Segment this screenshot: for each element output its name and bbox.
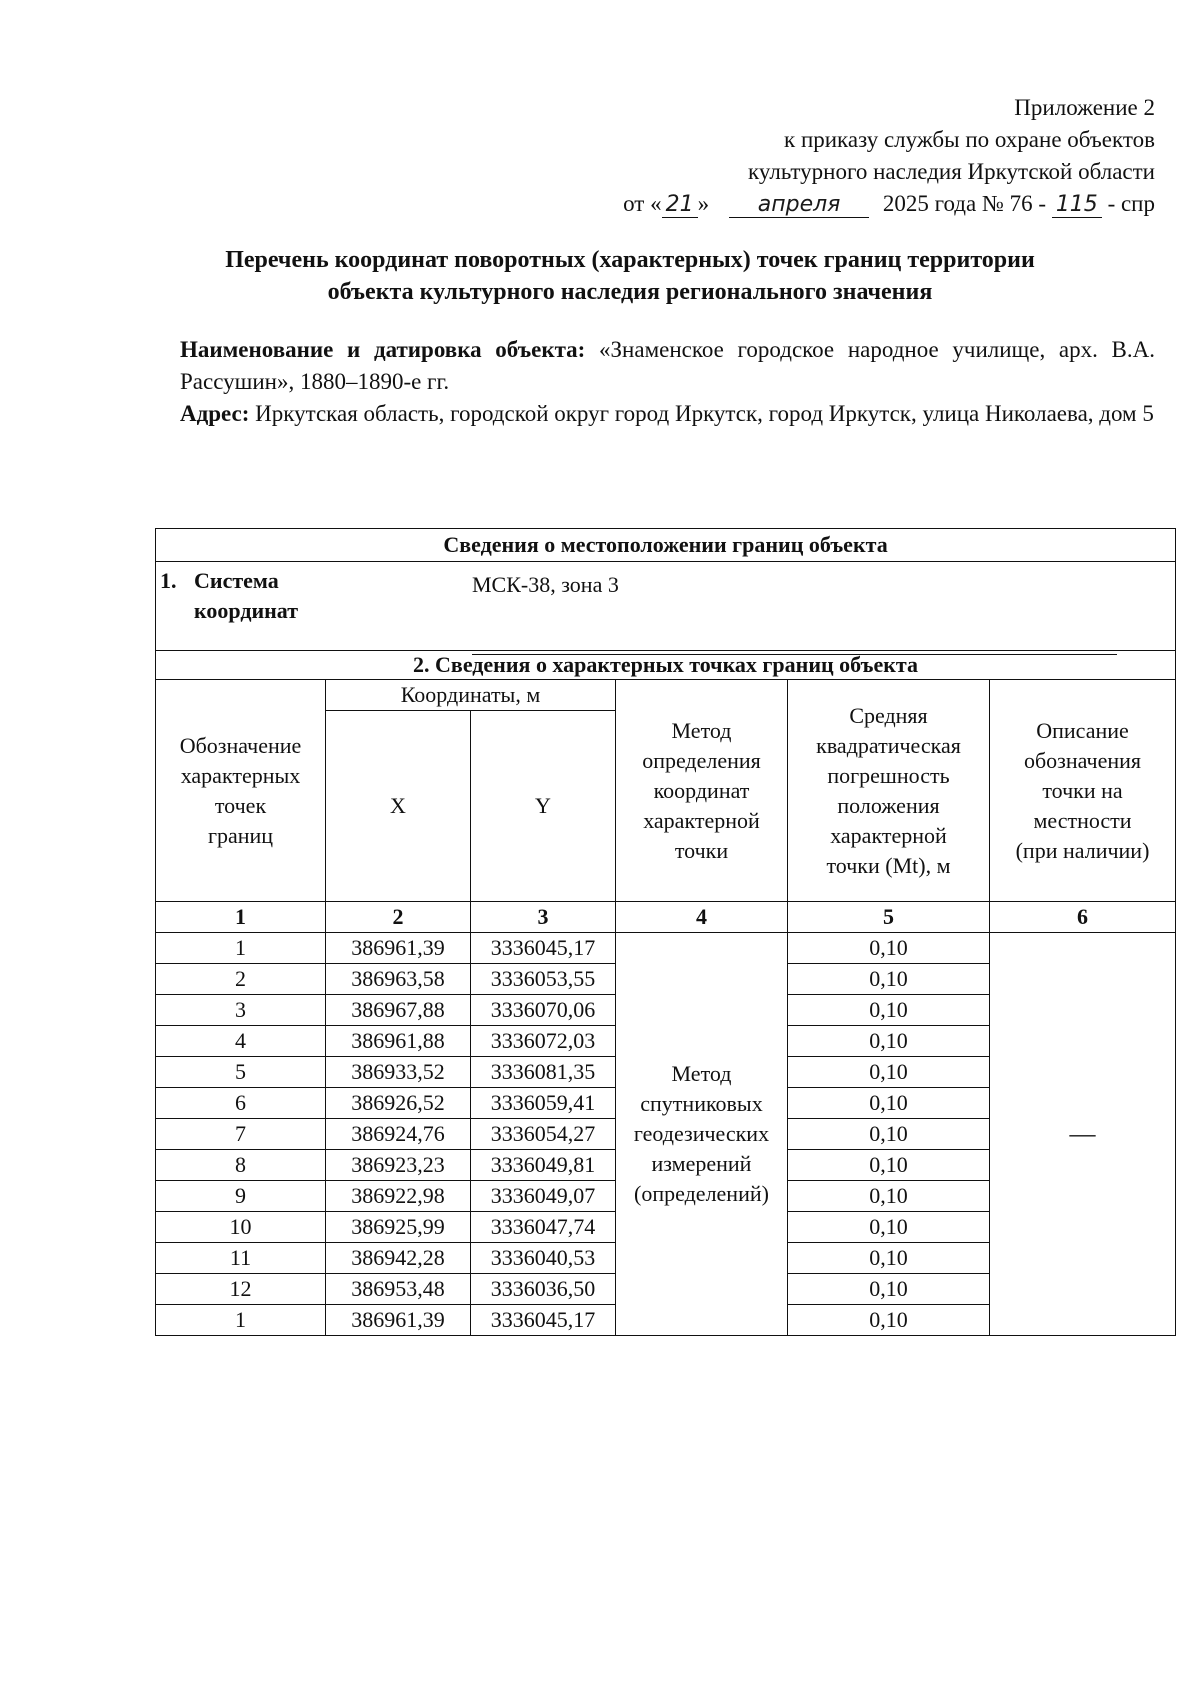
cell-y: 3336049,81 — [471, 1150, 616, 1181]
cell-mt: 0,10 — [788, 933, 990, 964]
cell-mt: 0,10 — [788, 1243, 990, 1274]
method-line: спутниковых — [640, 1091, 763, 1116]
appendix-header — [623, 92, 1155, 220]
coordinate-system-value: МСК-38, зона 3 — [472, 572, 619, 597]
header-error-line: Средняя — [849, 702, 928, 728]
cell-point: 12 — [156, 1274, 326, 1305]
appendix-line-1: Приложение 2 — [1014, 95, 1155, 120]
header-error-line: точки (Mt), м — [826, 852, 951, 878]
cell-x: 386967,88 — [326, 995, 471, 1026]
header-method-line: характерной — [643, 807, 760, 833]
cell-mt: 0,10 — [788, 1274, 990, 1305]
points-section-title: 2. Сведения о характерных точках границ объекта — [156, 651, 1176, 680]
cell-point: 4 — [156, 1026, 326, 1057]
object-address-label: Адрес: — [180, 401, 250, 426]
cell-point: 3 — [156, 995, 326, 1026]
cell-point: 2 — [156, 964, 326, 995]
header-description-line: (при наличии) — [1015, 837, 1150, 863]
header-x: X — [326, 711, 471, 902]
cell-y: 3336081,35 — [471, 1057, 616, 1088]
cell-y: 3336049,07 — [471, 1181, 616, 1212]
title-line-2: объекта культурного наследия регионального значения — [327, 279, 933, 305]
appendix-date-line — [623, 188, 1155, 220]
cell-method — [616, 933, 788, 1336]
table-row — [156, 933, 1176, 964]
column-number: 3 — [471, 902, 616, 933]
handwritten-day: 21 — [662, 193, 698, 218]
cell-y: 3336047,74 — [471, 1212, 616, 1243]
section-title: Сведения о местоположении границ объекта — [156, 529, 1176, 562]
cell-y: 3336054,27 — [471, 1119, 616, 1150]
header-method — [616, 680, 788, 902]
header-error-line: погрешность — [827, 762, 950, 788]
cell-y: 3336070,06 — [471, 995, 616, 1026]
header-description-line: обозначения — [1023, 747, 1142, 773]
coordinate-system-label-1: Система — [194, 568, 279, 593]
cell-mt: 0,10 — [788, 1305, 990, 1336]
header-method-line: Метод — [671, 717, 732, 743]
header-error-line: положения — [837, 792, 940, 818]
header-error — [788, 680, 990, 902]
document-title — [120, 244, 1140, 308]
header-method-line: определения — [642, 747, 761, 773]
object-name-label: Наименование и датировка объекта: — [180, 337, 586, 362]
boundary-table — [155, 528, 1176, 1336]
object-address-paragraph — [180, 398, 1155, 430]
object-info — [180, 334, 1155, 430]
cell-mt: 0,10 — [788, 1088, 990, 1119]
cell-x: 386926,52 — [326, 1088, 471, 1119]
cell-y: 3336072,03 — [471, 1026, 616, 1057]
appendix-line-2: к приказу службы по охране объектов — [784, 127, 1155, 152]
cell-x: 386963,58 — [326, 964, 471, 995]
header-description-line: Описание — [1036, 717, 1129, 743]
cell-x: 386924,76 — [326, 1119, 471, 1150]
cell-point: 1 — [156, 933, 326, 964]
cell-mt: 0,10 — [788, 1181, 990, 1212]
cell-x: 386923,23 — [326, 1150, 471, 1181]
cell-point: 10 — [156, 1212, 326, 1243]
cell-y: 3336059,41 — [471, 1088, 616, 1119]
cell-x: 386922,98 — [326, 1181, 471, 1212]
header-designation — [156, 680, 326, 902]
column-number: 4 — [616, 902, 788, 933]
header-y: Y — [471, 711, 616, 902]
cell-x: 386925,99 — [326, 1212, 471, 1243]
cell-point: 8 — [156, 1150, 326, 1181]
cell-point: 1 — [156, 1305, 326, 1336]
method-line: измерений — [651, 1151, 752, 1176]
cell-x: 386961,88 — [326, 1026, 471, 1057]
cell-mt: 0,10 — [788, 1026, 990, 1057]
header-description-line: точки на — [1042, 777, 1123, 803]
object-address-value: Иркутская область, городской округ город Иркутск, город Иркутск, улица Николаева, дом 5 — [255, 401, 1154, 426]
date-day-close: » — [697, 191, 710, 216]
method-line: геодезических — [633, 1121, 770, 1146]
cell-point: 11 — [156, 1243, 326, 1274]
header-method-line: точки — [674, 837, 729, 863]
handwritten-month: апреля — [729, 193, 869, 218]
cell-x: 386953,48 — [326, 1274, 471, 1305]
column-number: 1 — [156, 902, 326, 933]
date-year-text: 2025 года № 76 - — [882, 191, 1047, 216]
header-designation-line: Обозначение — [179, 732, 302, 758]
header-method-line: координат — [653, 777, 750, 803]
coordinate-system-row — [156, 562, 1176, 651]
title-line-1: Перечень координат поворотных (характерных) точек границ территории — [225, 247, 1035, 273]
cell-y: 3336036,50 — [471, 1274, 616, 1305]
cell-point: 7 — [156, 1119, 326, 1150]
cell-y: 3336045,17 — [471, 933, 616, 964]
header-designation-line: точек — [214, 792, 267, 818]
cell-mt: 0,10 — [788, 1057, 990, 1088]
cell-x: 386961,39 — [326, 1305, 471, 1336]
header-designation-line: границ — [207, 822, 274, 848]
coordinate-system-underline — [472, 654, 1117, 655]
header-coordinates: Координаты, м — [326, 680, 616, 711]
cell-y: 3336053,55 — [471, 964, 616, 995]
cell-mt: 0,10 — [788, 1150, 990, 1181]
cell-x: 386961,39 — [326, 933, 471, 964]
object-name-value: «Знаменское городское народное училище, арх. В.А. Рассушин», 1880–1890-е гг. — [180, 337, 1156, 394]
date-prefix: от « — [623, 191, 662, 216]
cell-mt: 0,10 — [788, 964, 990, 995]
method-line: (определений) — [634, 1181, 769, 1206]
coordinate-system-number: 1. — [160, 568, 177, 593]
cell-x: 386942,28 — [326, 1243, 471, 1274]
header-error-line: характерной — [830, 822, 947, 848]
cell-description: — — [990, 933, 1176, 1336]
cell-point: 6 — [156, 1088, 326, 1119]
cell-mt: 0,10 — [788, 995, 990, 1026]
coordinate-system-label — [160, 566, 298, 626]
cell-y: 3336040,53 — [471, 1243, 616, 1274]
cell-mt: 0,10 — [788, 1212, 990, 1243]
cell-mt: 0,10 — [788, 1119, 990, 1150]
cell-x: 386933,52 — [326, 1057, 471, 1088]
order-suffix: - спр — [1107, 191, 1155, 216]
cell-point: 9 — [156, 1181, 326, 1212]
header-description — [990, 680, 1176, 902]
column-number: 2 — [326, 902, 471, 933]
cell-point: 5 — [156, 1057, 326, 1088]
appendix-line-3: культурного наследия Иркутской области — [748, 159, 1155, 184]
header-error-line: квадратическая — [816, 732, 961, 758]
cell-y: 3336045,17 — [471, 1305, 616, 1336]
header-designation-line: характерных — [180, 762, 301, 788]
column-number: 5 — [788, 902, 990, 933]
coordinate-system-label-2: координат — [194, 598, 299, 623]
handwritten-order-number: 115 — [1052, 193, 1102, 218]
method-line: Метод — [671, 1061, 732, 1086]
object-name-paragraph — [180, 334, 1155, 398]
header-description-line: местности — [1033, 807, 1132, 833]
column-number: 6 — [990, 902, 1176, 933]
